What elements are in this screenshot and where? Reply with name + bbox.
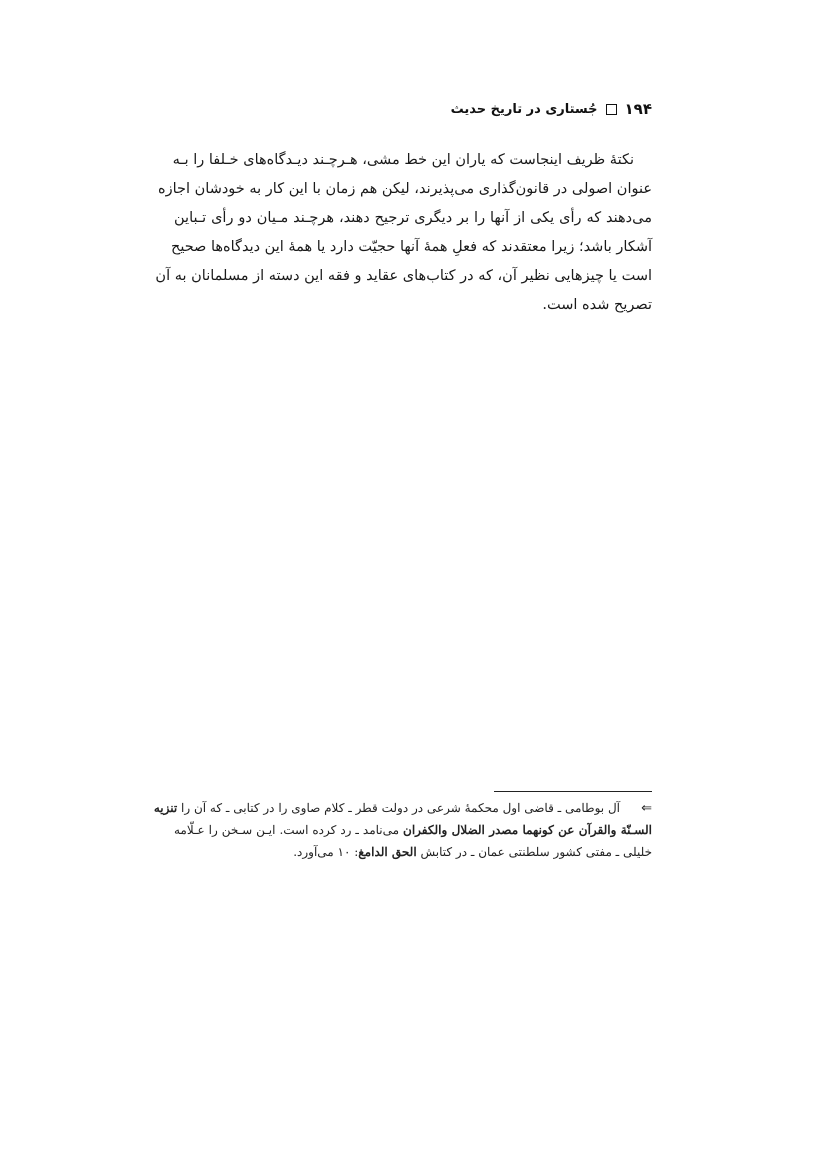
page-number: ۱۹۴ xyxy=(624,100,652,118)
paragraph-line: عنوان اصولی در قانون‌گذاری می‌پذیرند، لیکن هم زمان با این کار به خودشان اجازه xyxy=(158,181,652,197)
footnote-text: آل بوطامی ـ قاضی اول محکمهٔ شرعی در دولت قطر ـ کلام صاوی را در کتابی ـ که آن را xyxy=(181,801,620,815)
footnote-book-title: السـنّة والقرآن عن کونهما مصدر الضلال والکفران xyxy=(403,823,652,837)
paragraph-line: آشکار باشد؛ زیرا معتقدند که فعلِ همهٔ آنها حجیّت دارد یا همهٔ این دیدگاه‌ها صحیح xyxy=(170,239,652,255)
footnote-arrow-icon: ⇐ xyxy=(641,801,652,816)
paragraph-line: تصریح شده است. xyxy=(542,297,652,313)
footnote xyxy=(153,797,652,863)
running-header xyxy=(174,100,652,118)
footnote-line xyxy=(174,841,652,863)
footnote-book-title: الحق الدامغ xyxy=(358,845,417,859)
footnote-line xyxy=(153,797,652,819)
footnote-text: : ۱۰ می‌آورد. xyxy=(293,845,359,859)
footnote-book-title: تنزیه xyxy=(153,801,178,815)
running-header-title: جُستاری در تاریخ حدیث xyxy=(450,101,598,117)
footnote-text: خلیلی ـ مفتی کشور سلطنتی عمان ـ در کتابش xyxy=(420,845,652,859)
square-bullet-icon xyxy=(606,104,617,115)
footnote-text: می‌نامد ـ رد کرده است. ایـن سـخن را عـلّامه xyxy=(174,823,400,837)
paragraph-line: است یا چیزهایی نظیر آن، که در کتاب‌های عقاید و فقه این دسته از مسلمانان به آن xyxy=(155,268,652,284)
footnote-line xyxy=(174,819,652,841)
footnote-separator xyxy=(494,791,652,792)
paragraph-line: می‌دهند که رأی یکی از آنها را بر دیگری ترجیح دهند، هرچـند مـیان دو رأی تـباین xyxy=(174,210,652,226)
paragraph-line: نکتهٔ ظریف اینجاست که یاران این خط مشی، هـرچـند دیـدگاه‌های خـلفا را بـه xyxy=(172,152,634,168)
main-paragraph xyxy=(155,146,652,320)
